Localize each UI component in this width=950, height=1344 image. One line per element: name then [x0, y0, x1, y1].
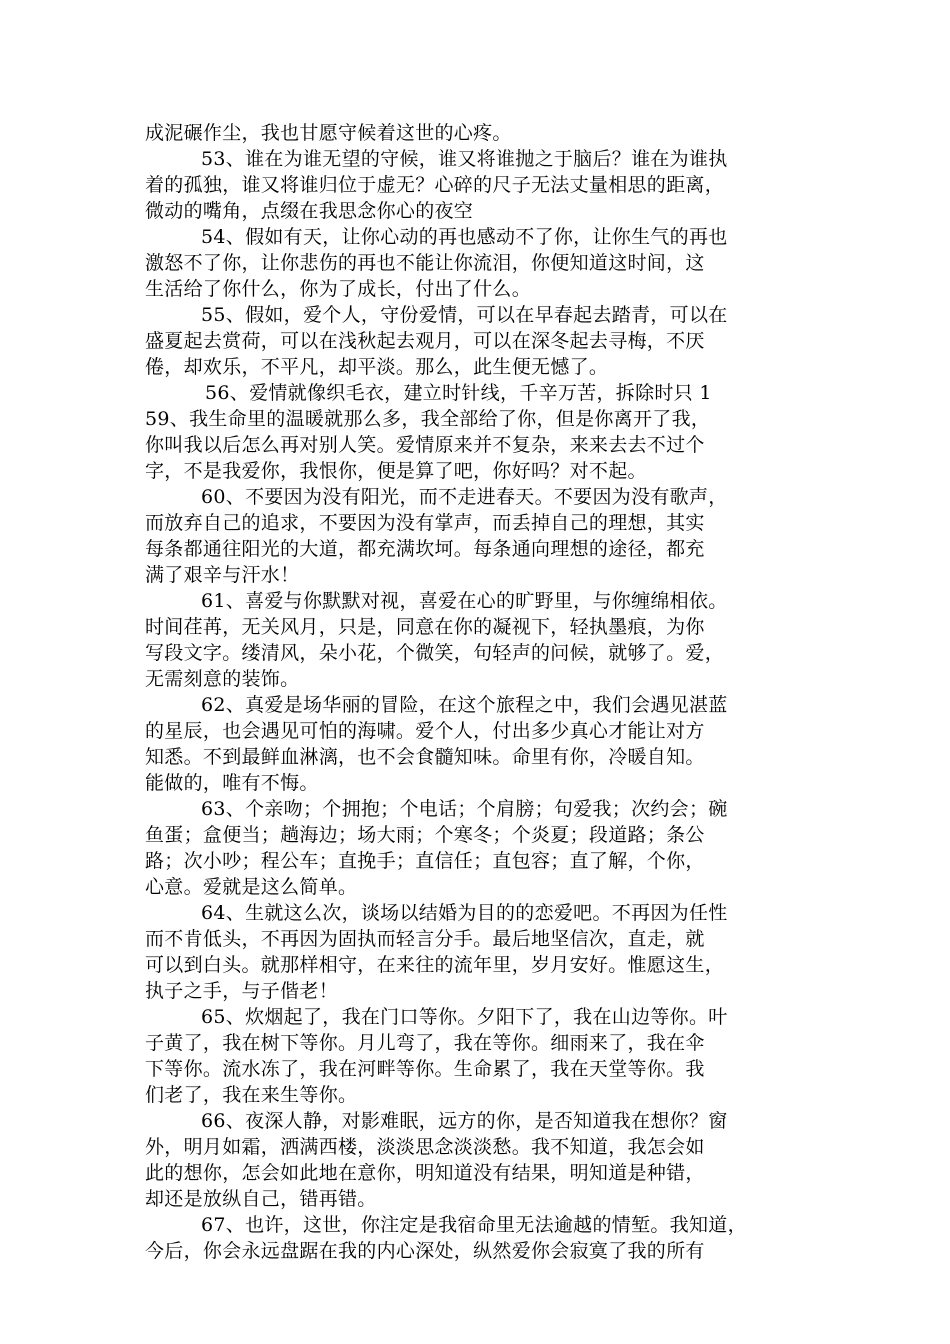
paragraph-60-line-1: 60、不要因为没有阳光，而不走进春天。不要因为没有歌声，: [201, 486, 728, 508]
text-line: 今后，你会永远盘踞在我的内心深处，纵然爱你会寂寞了我的所有: [145, 1240, 705, 1262]
text-line: 却还是放纵自己，错再错。: [145, 1188, 377, 1210]
text-line: 鱼蛋；盒便当；趟海边；场大雨；个寒冬；个炎夏；段道路；条公: [145, 824, 705, 846]
text-line: 而放弃自己的追求，不要因为没有掌声，而丢掉自己的理想，其实: [145, 512, 705, 534]
paragraph-56-line-1: 56、爱情就像织毛衣，建立时针线，千辛万苦，拆除时只 1: [205, 382, 712, 404]
text-line: 生活给了你什么，你为了成长，付出了什么。: [145, 278, 532, 300]
text-line: 满了艰辛与汗水！: [145, 564, 300, 586]
paragraph-54-line-1: 54、假如有天，让你心动的再也感动不了你，让你生气的再也: [201, 226, 728, 248]
text-line: 激怒不了你，让你悲伤的再也不能让你流泪，你便知道这时间，这: [145, 252, 705, 274]
text-line: 盛夏起去赏荷，可以在浅秋起去观月，可以在深冬起去寻梅，不厌: [145, 330, 705, 352]
text-line: 们老了，我在来生等你。: [145, 1084, 358, 1106]
paragraph-66-line-1: 66、夜深人静，对影难眠，远方的你，是否知道我在想你？窗: [201, 1110, 728, 1132]
text-line: 写段文字。缕清风，朵小花，个微笑，句轻声的问候，就够了。爱，: [145, 642, 725, 664]
paragraph-67-line-1: 67、也许，这世，你注定是我宿命里无法逾越的情堑。我知道，: [201, 1214, 747, 1236]
paragraph-63-line-1: 63、个亲吻；个拥抱；个电话；个肩膀；句爱我；次约会；碗: [201, 798, 728, 820]
paragraph-53-line-1: 53、谁在为谁无望的守候，谁又将谁抛之于脑后？谁在为谁执: [201, 148, 728, 170]
text-line: 能做的，唯有不悔。: [145, 772, 319, 794]
text-line: 心意。爱就是这么简单。: [145, 876, 358, 898]
paragraph-59-line-1: 59、我生命里的温暖就那么多，我全部给了你，但是你离开了我，: [145, 408, 711, 430]
document-body: [145, 120, 825, 1264]
text-line: 而不肯低头，不再因为固执而轻言分手。最后地坚信次，直走，就: [145, 928, 705, 950]
text-line: 你叫我以后怎么再对别人笑。爱情原来并不复杂，来来去去不过个: [145, 434, 705, 456]
text-line: 路；次小吵；程公车；直挽手；直信任；直包容；直了解，个你，: [145, 850, 705, 872]
text-line: 子黄了，我在树下等你。月儿弯了，我在等你。细雨来了，我在伞: [145, 1032, 705, 1054]
paragraph-65-line-1: 65、炊烟起了，我在门口等你。夕阳下了，我在山边等你。叶: [201, 1006, 728, 1028]
text-line: 倦，却欢乐，不平凡，却平淡。那么，此生便无憾了。: [145, 356, 609, 378]
text-line: 执子之手，与子偕老！: [145, 980, 339, 1002]
text-line: 的星辰，也会遇见可怕的海啸。爱个人，付出多少真心才能让对方: [145, 720, 705, 742]
text-line: 无需刻意的装饰。: [145, 668, 300, 690]
text-line: 每条都通往阳光的大道，都充满坎坷。每条通向理想的途径，都充: [145, 538, 705, 560]
text-line: 着的孤独，谁又将谁归位于虚无？心碎的尺子无法丈量相思的距离，: [145, 174, 725, 196]
text-line: 成泥碾作尘，我也甘愿守候着这世的心疼。: [145, 122, 512, 144]
paragraph-62-line-1: 62、真爱是场华丽的冒险，在这个旅程之中，我们会遇见湛蓝: [201, 694, 728, 716]
paragraph-64-line-1: 64、生就这么次，谈场以结婚为目的的恋爱吧。不再因为任性: [201, 902, 728, 924]
paragraph-55-line-1: 55、假如，爱个人，守份爱情，可以在早春起去踏青，可以在: [201, 304, 728, 326]
text-line: 知悉。不到最鲜血淋漓，也不会食髓知味。命里有你，冷暖自知。: [145, 746, 705, 768]
text-line: 下等你。流水冻了，我在河畔等你。生命累了，我在天堂等你。我: [145, 1058, 705, 1080]
paragraph-61-line-1: 61、喜爱与你默默对视，喜爱在心的旷野里，与你缠绵相依。: [201, 590, 728, 612]
text-line: 微动的嘴角，点缀在我思念你心的夜空: [145, 200, 474, 222]
text-line: 时间荏苒，无关风月，只是，同意在你的凝视下，轻执墨痕，为你: [145, 616, 705, 638]
text-line: 字，不是我爱你，我恨你，便是算了吧，你好吗？对不起。: [145, 460, 647, 482]
text-line: 可以到白头。就那样相守，在来往的流年里，岁月安好。惟愿这生，: [145, 954, 725, 976]
text-line: 此的想你，怎会如此地在意你，明知道没有结果，明知道是种错，: [145, 1162, 705, 1184]
text-line: 外，明月如霜，洒满西楼，淡淡思念淡淡愁。我不知道，我怎会如: [145, 1136, 705, 1158]
